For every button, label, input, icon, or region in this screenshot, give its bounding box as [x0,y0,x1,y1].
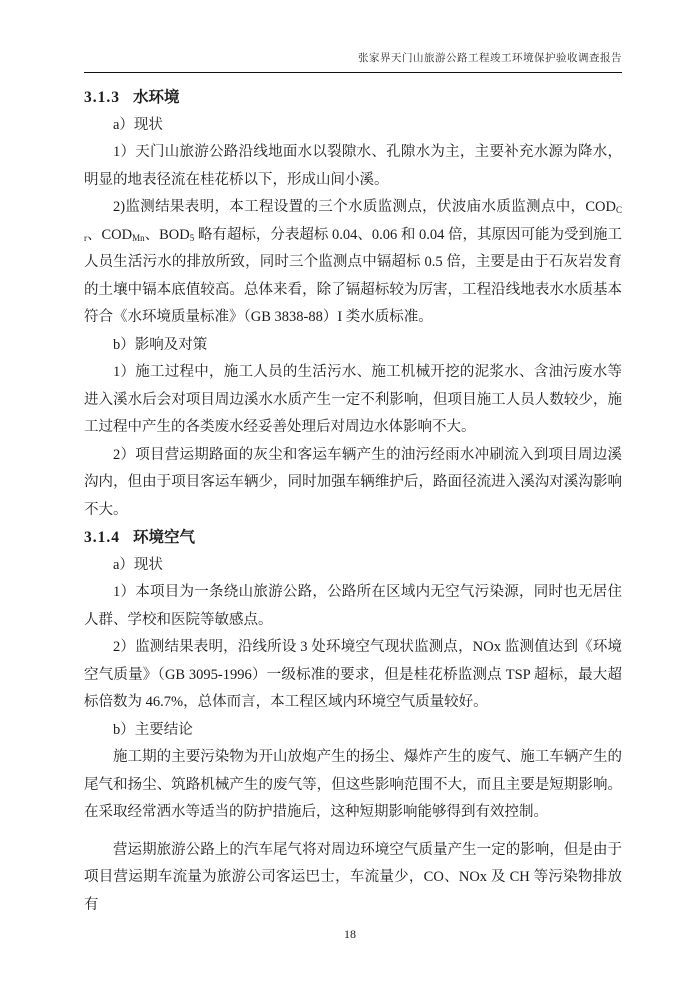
air-paragraph-b1: 施工期的主要污染物为开山放炮产生的扬尘、爆炸产生的废气、施工车辆产生的尾气和扬尘、筑路机械产生的废气等，但这些影响范围不大，而且主要是短期影响。在采取经常洒水等适当的防护措施后，这种短期影响能够得到有效控制。 [84,749,622,820]
air-item-b-label: b）主要结论 [113,721,193,738]
water-paragraph-1: 1）天门山旅游公路沿线地面水以裂隙水、孔隙水为主，主要补充水源为降水，明显的地表径流在桂花桥以下，形成山间小溪。 [84,144,622,188]
water-paragraph-2-lead: 2)监测结果表明，本工程设置的三个水质监测点，伏波庙水质监测点中，COD [113,199,616,215]
section-heading-air [84,524,622,552]
section-heading-water [84,84,622,112]
water-item-a-label: a）现状 [113,116,163,133]
water-paragraph-2-tail: 略有超标，分表超标 0.04、0.06 和 0.04 倍，其原因可能为受到施工人员生活污水的排放所致，同时三个监测点中镉超标 0.5 倍，主要是由于石灰岩发育的土壤中镉本底值较高。总体来看，除了镉超标较为厉害，工程沿线地表水水质基本符合《水环境质量标准》（GB 3838-88）I 类水质标准。 [84,226,622,325]
water-item-b-label: b）影响及对策 [113,336,208,353]
air-paragraph-1: 1）本项目为一条绕山旅游公路，公路所在区域内无空气污染源，同时也无居住人群、学校和医院等敏感点。 [84,584,622,628]
section-title: 水环境 [133,89,180,106]
subscript-mn: Mn [132,232,145,243]
air-item-a-label: a）现状 [113,556,163,573]
water-paragraph-b1: 1）施工过程中，施工人员的生活污水、施工机械开挖的泥浆水、含油污废水等进入溪水后会对项目周边溪水水质产生一定不利影响，但项目施工人员人数较少，施工过程中产生的各类废水经妥善处理后对周边水体影响不大。 [84,364,622,435]
water-paragraph-b2: 2）项目营运期路面的灰尘和客运车辆产生的油污经雨水冲刷流入到项目周边溪沟内，但由于项目客运车辆少，同时加强车辆维护后，路面径流进入溪沟对溪沟影响不大。 [84,446,622,518]
subscript-5: 5 [189,232,195,243]
subscript-cr: Cr [84,204,622,243]
running-header-title: 张家界天门山旅游公路工程竣工环境保护验收调查报告 [358,53,622,64]
water-paragraph-2-mid2: 、BOD [144,226,190,243]
section-number: 3.1.3 [84,89,120,106]
section-title: 环境空气 [133,529,196,546]
water-paragraph-2 [84,194,622,332]
air-paragraph-2: 2）监测结果表明，沿线所设 3 处环境空气现状监测点，NOx 监测值达到《环境空气质量》（GB 3095-1996）一级标准的要求，但是桂花桥监测点 TSP 超标，最大超标倍数为 46.7%，总体而言，本工程区域内环境空气质量较好。 [84,639,622,710]
water-paragraph-2-mid1: 、COD [87,226,133,243]
document-page [84,0,622,919]
air-paragraph-b2: 营运期旅游公路上的汽车尾气将对周边环境空气质量产生一定的影响，但是由于项目营运期车流量为旅游公司客运巴士，车流量少，CO、NOx 及 CH 等污染物排放有 [84,841,622,913]
running-header [84,52,622,73]
page-number: 18 [344,927,356,941]
section-number: 3.1.4 [84,529,120,546]
